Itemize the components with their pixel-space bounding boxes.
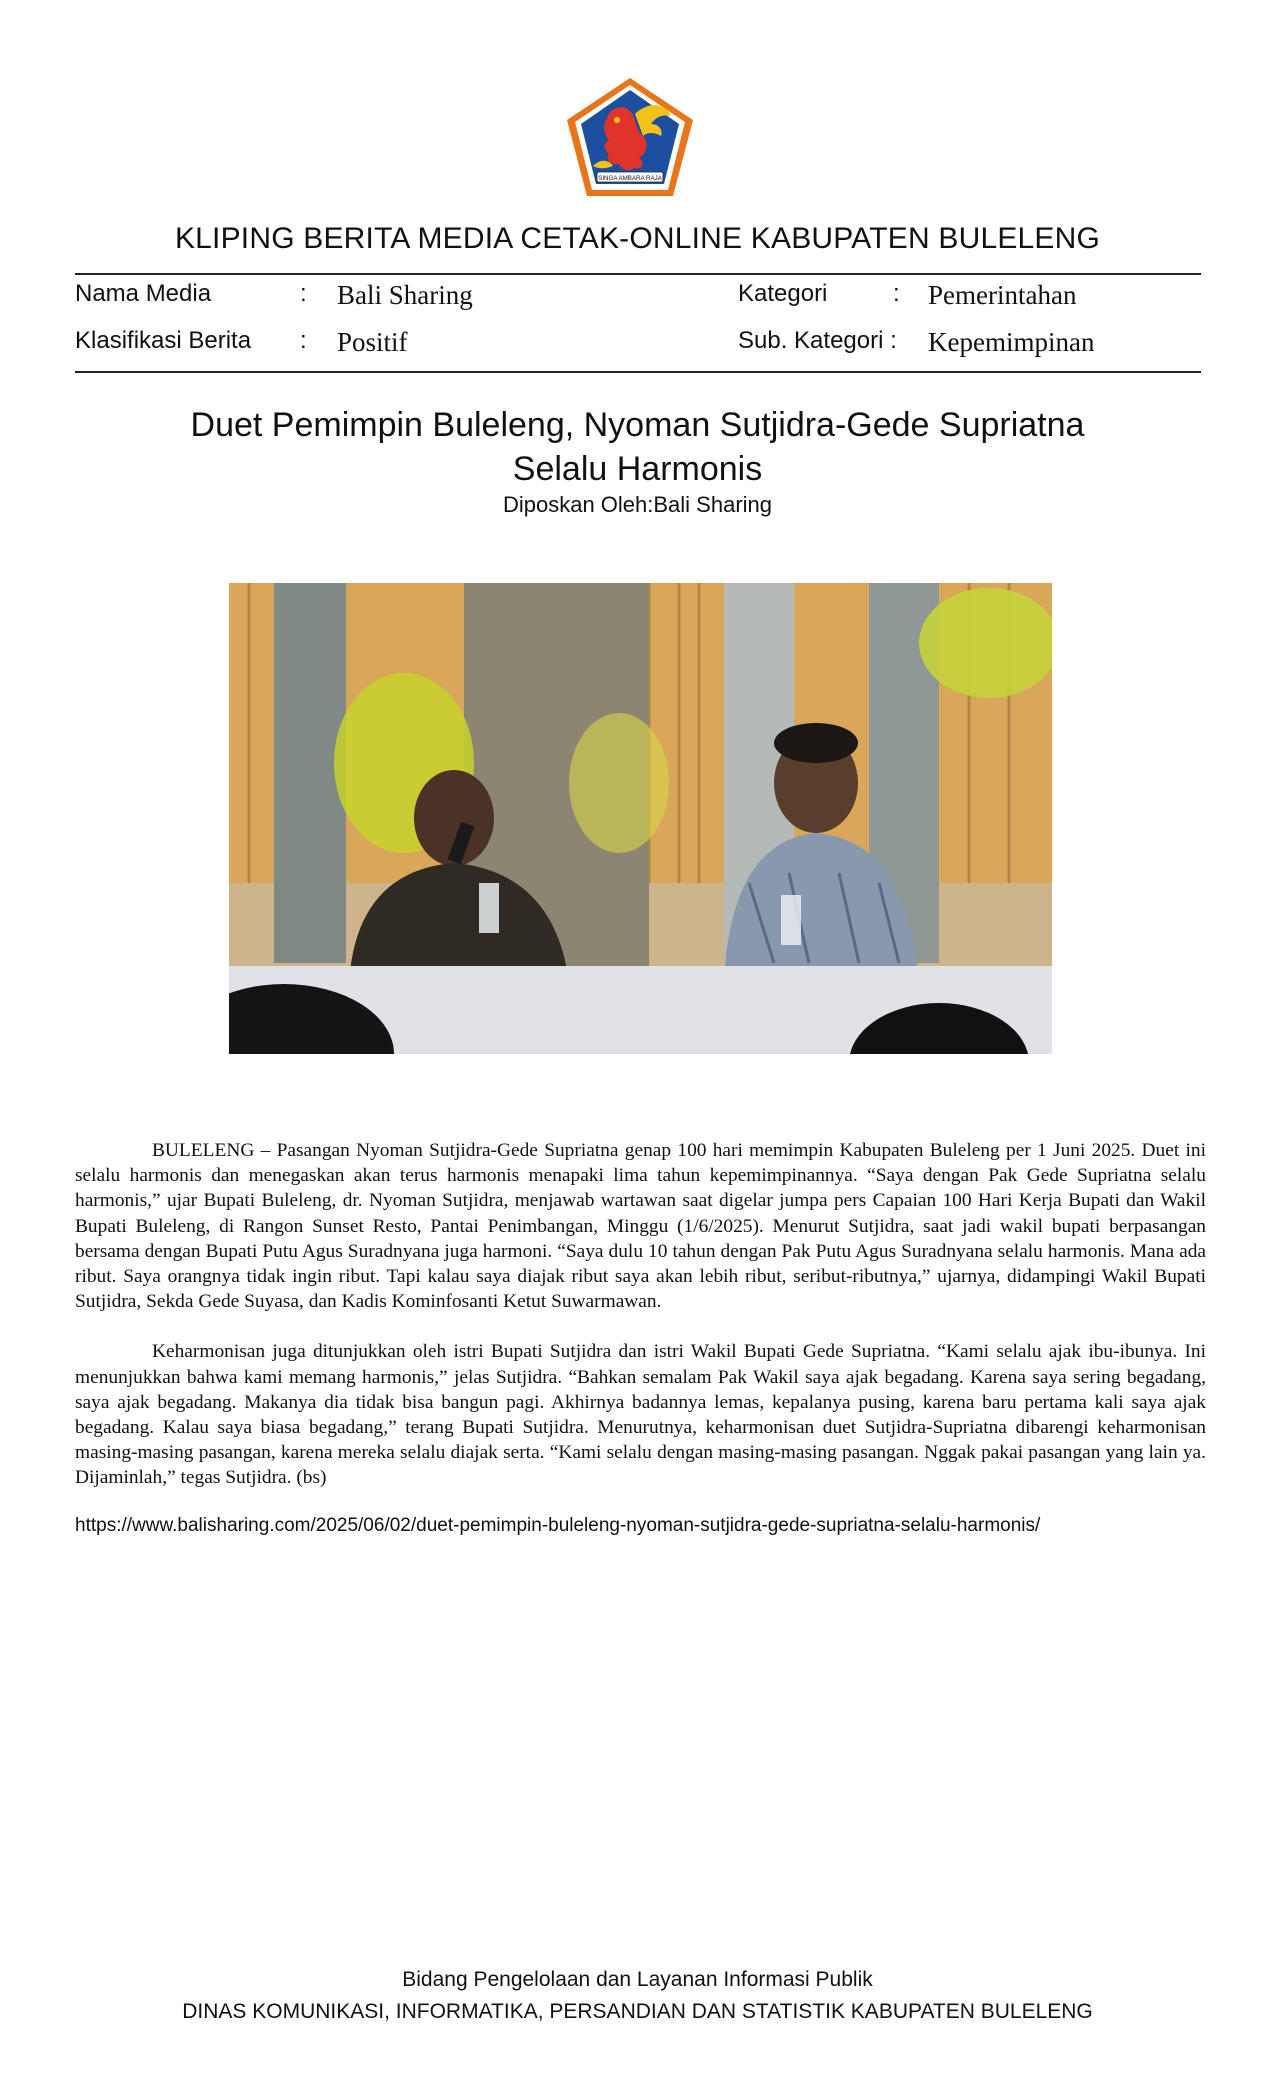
nama-media-label: Nama Media [75,280,212,307]
headline-line-2: Selalu Harmonis [512,450,763,488]
footer-division: Bidang Pengelolaan dan Layanan Informasi Publik [402,1968,873,1991]
headline-line-1: Duet Pemimpin Buleleng, Nyoman Sutjidra-Gede Supriatna [190,406,1085,444]
press-conference-photo [229,583,1052,1054]
article-paragraph-2: Keharmonisan juga ditunjukkan oleh istri Bupati Sutjidra dan istri Wakil Bupati Gede Supriatna. “Kami selalu ajak ibu-ibunya. Ini menunjukkan bahwa kami memang harmonis,” jelas Sutjidra. “Bahkan semalam Pak Wakil saya ajak begadang. Karena saya sering begadang, saya ajak begadang. Makanya dia tidak bisa bangun pagi. Akhirnya badannya lemas, kepalanya pusing, karena baru pertama kali saya ajak begadang. Kalau saya biasa begadang,” terang Bupati Sutjidra. Menurutnya, keharmonisan duet Sutjidra-Supriatna dibarengi keharmonisan masing-masing pasangan, karena mereka selalu diajak serta. “Kami selalu dengan masing-masing pasangan. Nggak pakai pasangan yang lain ya. Dijaminlah,” tegas Sutjidra. (bs) [75,1341,1206,1489]
winged-lion-emblem-icon [563,74,697,200]
klasifikasi-value: Positif [337,327,408,357]
emblem-motto: SINGA AMBARA RAJA [598,174,662,182]
buleleng-emblem-logo [563,74,697,200]
nama-media-value: Bali Sharing [337,280,473,310]
article-paragraph-1: BULELENG – Pasangan Nyoman Sutjidra-Gede Supriatna genap 100 hari memimpin Kabupaten Buleleng per 1 Juni 2025. Duet ini selalu harmonis dan menegaskan akan terus harmonis menapaki lima tahun kepemimpinannya. “Saya dengan Pak Gede Supriatna selalu harmonis,” ujar Bupati Buleleng, dr. Nyoman Sutjidra, menjawab wartawan saat digelar jumpa pers Capaian 100 Hari Kerja Bupati dan Wakil Bupati Buleleng, di Rangon Sunset Resto, Pantai Penimbangan, Minggu (1/6/2025). Menurut Sutjidra, saat jadi wakil bupati berpasangan bersama dengan Bupati Putu Agus Suradnyana juga harmoni. “Saya dulu 10 tahun dengan Pak Putu Agus Suradnyana selalu harmonis. Mana ada ribut. Saya orangnya tidak ingin ribut. Tapi kalau saya diajak ribut saya akan lebih ribut, seribut-ributnya,” ujarnya, didampingi Wakil Bupati Sutjidra, Sekda Gede Suyasa, dan Kadis Kominfosanti Ketut Suwarmawan. [75,1140,1206,1313]
article-body [75,1138,1206,1516]
kategori-separator: : [893,280,900,307]
kategori-value: Pemerintahan [928,280,1077,310]
klasifikasi-separator: : [300,327,307,354]
header-bottom-divider [75,371,1201,373]
meta-row-classification [75,327,1201,361]
header-top-divider [75,273,1201,275]
sub-kategori-label: Sub. Kategori : [738,327,897,354]
kategori-label: Kategori [738,280,828,307]
meta-row-media [75,280,1201,314]
nama-media-separator: : [300,280,307,307]
clipping-header-title: KLIPING BERITA MEDIA CETAK-ONLINE KABUPATEN BULELENG [174,222,1101,255]
klasifikasi-label: Klasifikasi Berita [75,327,252,354]
article-headline [100,403,1175,491]
footer-department: DINAS KOMUNIKASI, INFORMATIKA, PERSANDIAN DAN STATISTIK KABUPATEN BULELENG [182,2000,1093,2023]
source-url-link[interactable]: https://www.balisharing.com/2025/06/02/duet-pemimpin-buleleng-nyoman-sutjidra-gede-supriatna-selalu-harmonis/ [75,1515,1041,1536]
article-byline: Diposkan Oleh:Bali Sharing [502,492,773,517]
sub-kategori-value: Kepemimpinan [928,327,1095,357]
